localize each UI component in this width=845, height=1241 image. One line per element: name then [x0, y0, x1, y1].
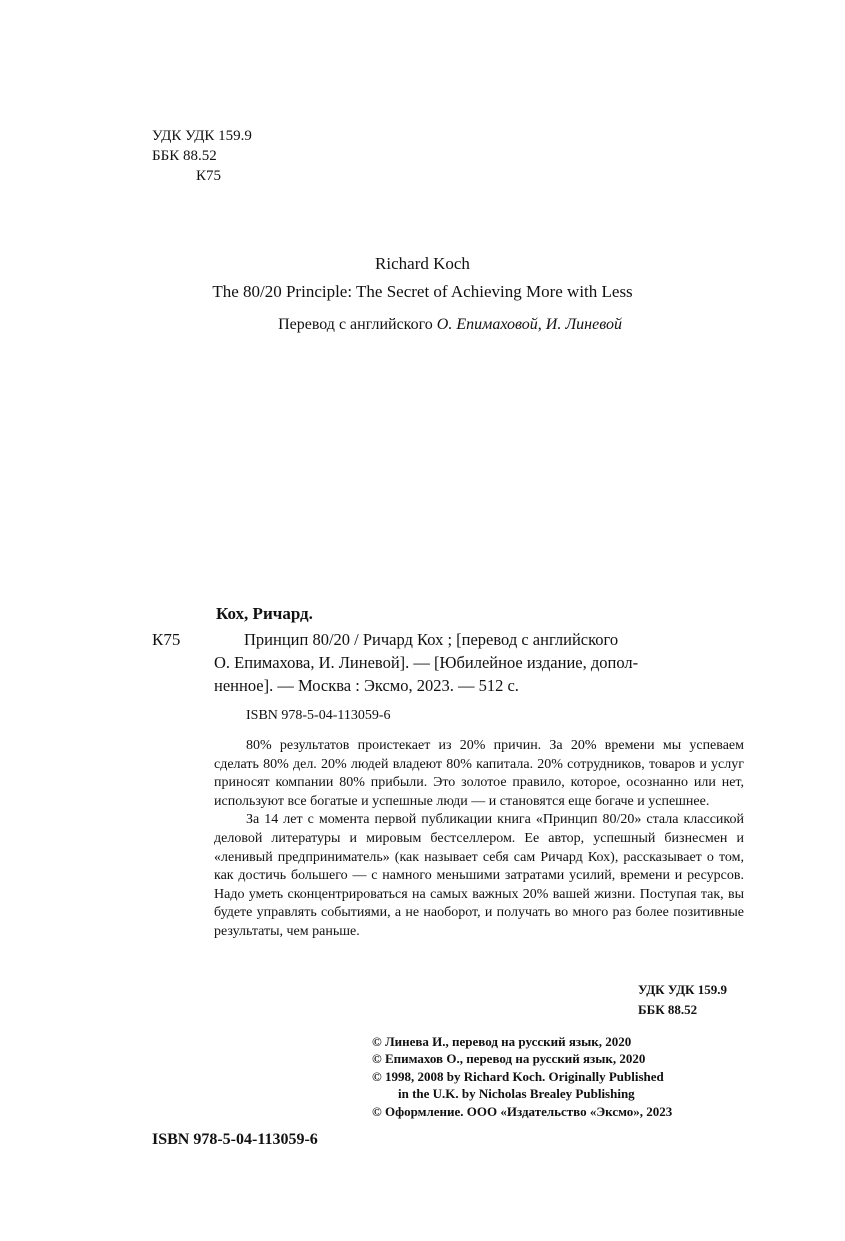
original-author: Richard Koch — [375, 254, 470, 273]
translation-credit — [0, 316, 845, 334]
record-isbn: ISBN 978-5-04-113059-6 — [246, 708, 391, 723]
copyright-block — [372, 1033, 672, 1120]
annotation-paragraph: За 14 лет с момента первой публикации книга «Принцип 80/20» стала классикой деловой литературы и мировым бестселлером. Ее автор, успешный бизнесмен и «ленивый предприниматель» (как называет себя сам Ричард Кох), рассказывает о том, как достичь большего — с намного меньшими затратами усилий, времени и ресурсов. Надо уметь сконцентрироваться на самых важных 20% вашей жизни. Поступая так, вы будете управлять событиями, а не наоборот, и получать во много раз более позитивные результаты, чем раньше. — [214, 812, 744, 939]
original-title: The 80/20 Principle: The Secret of Achieving More with Less — [212, 282, 633, 301]
classification-block-top — [152, 126, 252, 186]
record-line: ненное]. — Москва : Эксмо, 2023. — 512 с. — [214, 676, 519, 695]
bbk-code: ББК 88.52 — [152, 148, 217, 164]
annotation — [214, 737, 744, 942]
classification-block-bottom — [638, 980, 727, 1020]
copyright-line: © 1998, 2008 by Richard Koch. Originally Published — [372, 1068, 664, 1084]
copyright-line: in the U.K. by Nicholas Brealey Publishing — [398, 1086, 635, 1102]
author-mark: К75 — [196, 168, 222, 184]
bbk-code-bottom: ББК 88.52 — [638, 1002, 698, 1017]
record-description — [214, 628, 744, 697]
record-line: О. Епимахова, И. Линевой]. — [Юбилейное издание, допол- — [214, 653, 639, 672]
record-author: Кох, Ричард. — [216, 604, 313, 623]
udk-code: УДК УДК 159.9 — [152, 128, 252, 144]
record-line: Принцип 80/20 / Ричард Кох ; [перевод с английского — [244, 630, 619, 649]
translators: О. Епимаховой, И. Линевой — [436, 316, 622, 333]
copyright-line: © Епимахов О., перевод на русский язык, 2020 — [372, 1051, 646, 1067]
record-code: К75 — [152, 630, 181, 649]
translation-prefix: Перевод с английского — [278, 316, 433, 333]
annotation-paragraph: 80% результатов проистекает из 20% причин. За 20% времени мы успеваем сделать 80% дел. 20% людей владеют 80% капитала. 20% сотрудников, товаров и услуг приносят компании 80% прибыли. Это золотое правило, которое, осознанно или нет, используют все богатые и успешные люди — и становятся еще богаче и успешнее. — [214, 738, 744, 809]
copyright-line: © Оформление. ООО «Издательство «Эксмо», 2023 — [372, 1103, 673, 1119]
udk-code-bottom: УДК УДК 159.9 — [638, 982, 727, 997]
isbn-bottom: ISBN 978-5-04-113059-6 — [152, 1131, 318, 1148]
copyright-line: © Линева И., перевод на русский язык, 2020 — [372, 1034, 632, 1049]
